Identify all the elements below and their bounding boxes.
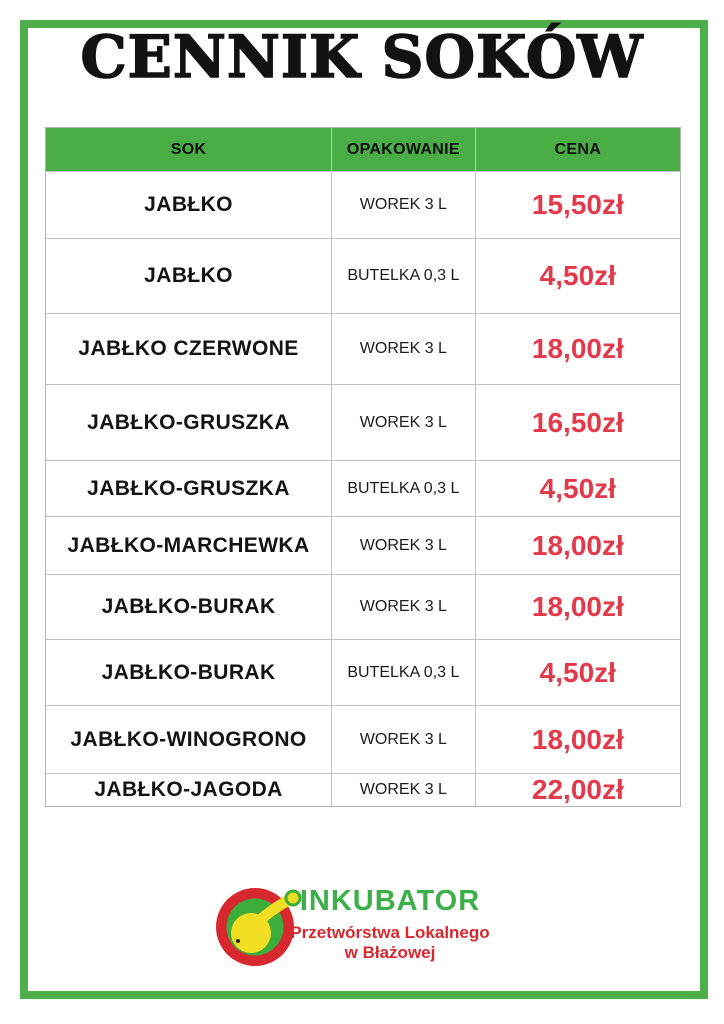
packaging-cell: WOREK 3 L — [331, 706, 476, 773]
logo-subtitle-line1: Przetwórstwa Lokalnego — [290, 923, 490, 943]
table-row — [46, 171, 680, 238]
packaging-cell: WOREK 3 L — [331, 517, 476, 574]
price-cell: 18,00zł — [531, 333, 624, 364]
juice-name-cell: JABŁKO-MARCHEWKA — [67, 533, 310, 557]
column-header-sok: SOK — [170, 140, 207, 158]
juice-name-cell: JABŁKO-GRUSZKA — [87, 410, 290, 434]
table-row — [46, 574, 680, 639]
packaging-cell: BUTELKA 0,3 L — [331, 640, 476, 705]
price-cell: 18,00zł — [531, 723, 624, 755]
logo-brand-name: INKUBATOR — [299, 885, 481, 917]
packaging-cell: WOREK 3 L — [331, 172, 476, 238]
price-cell: 4,50zł — [539, 472, 616, 504]
logo-subtitle-line2: w Błażowej — [344, 943, 436, 963]
price-cell: 16,50zł — [531, 406, 624, 438]
juice-name-cell: JABŁKO-GRUSZKA — [87, 476, 290, 500]
juice-name-cell: JABŁKO — [144, 193, 233, 216]
juice-name-cell: JABŁKO-BURAK — [101, 595, 276, 618]
table-row — [46, 384, 680, 460]
packaging-cell: WOREK 3 L — [331, 575, 476, 639]
price-cell: 4,50zł — [539, 260, 616, 291]
price-cell: 18,00zł — [531, 529, 624, 561]
table-row — [46, 705, 680, 773]
table-row — [46, 639, 680, 705]
page-title: CENNIK SOKÓW — [80, 23, 644, 91]
packaging-cell: BUTELKA 0,3 L — [331, 239, 476, 313]
price-cell: 18,00zł — [531, 591, 624, 622]
price-cell: 15,50zł — [531, 189, 624, 220]
table-header-row — [46, 128, 680, 171]
table-row — [46, 238, 680, 313]
juice-name-cell: JABŁKO-WINOGRONO — [70, 727, 307, 751]
logo-text-block — [288, 886, 492, 964]
packaging-cell: BUTELKA 0,3 L — [331, 461, 476, 516]
juice-name-cell: JABŁKO — [144, 264, 233, 287]
price-table — [45, 127, 681, 807]
price-cell: 4,50zł — [539, 656, 616, 688]
table-row — [46, 460, 680, 516]
juice-name-cell: JABŁKO-BURAK — [101, 660, 276, 684]
packaging-cell: WOREK 3 L — [331, 385, 476, 460]
juice-name-cell: JABŁKO CZERWONE — [78, 337, 299, 360]
column-header-cena: CENA — [554, 140, 602, 158]
table-row — [46, 313, 680, 384]
price-cell: 22,00zł — [531, 774, 624, 805]
packaging-cell: WOREK 3 L — [331, 314, 476, 384]
table-row — [46, 773, 680, 806]
packaging-cell: WOREK 3 L — [331, 774, 476, 806]
column-header-opakowanie: OPAKOWANIE — [331, 128, 476, 171]
table-row — [46, 516, 680, 574]
juice-name-cell: JABŁKO-JAGODA — [94, 778, 283, 801]
